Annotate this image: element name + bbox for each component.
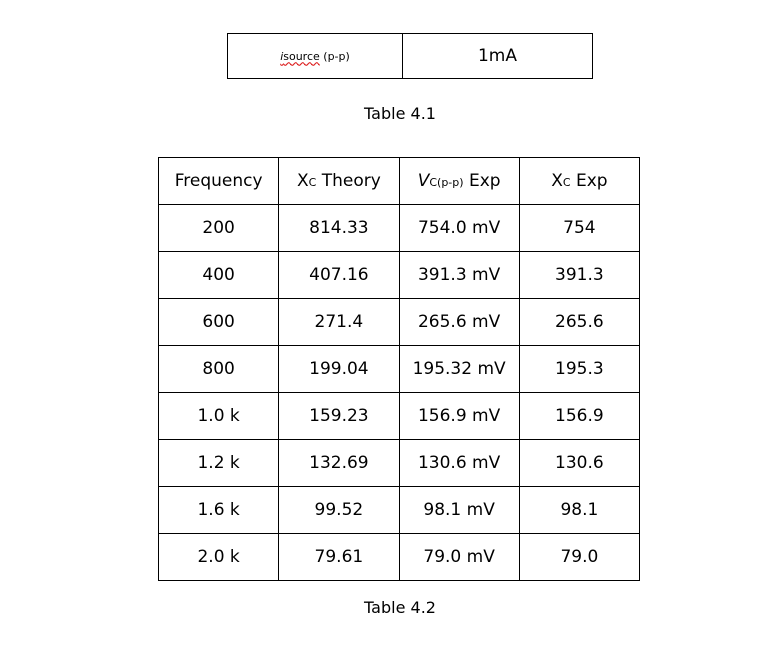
cell-frequency: 200	[159, 205, 279, 252]
source-current-subscript: source	[283, 49, 320, 63]
cell-frequency: 1.2 k	[159, 440, 279, 487]
cell-xc-exp: 156.9	[519, 393, 639, 440]
header-xc-theory-text: Theory	[316, 171, 381, 191]
cell-xc-theory: 407.16	[279, 252, 399, 299]
table-caption-4-2: Table 4.2	[364, 598, 436, 617]
cell-xc-exp: 265.6	[519, 299, 639, 346]
source-current-table	[227, 33, 593, 79]
cell-vc-exp: 130.6 mV	[399, 440, 519, 487]
header-vc-subscript: C(p-p)	[429, 176, 464, 189]
header-frequency: Frequency	[159, 158, 279, 205]
cell-xc-theory: 132.69	[279, 440, 399, 487]
cell-frequency: 800	[159, 346, 279, 393]
header-vc-exp	[399, 158, 519, 205]
cell-xc-exp: 130.6	[519, 440, 639, 487]
reactance-table	[158, 157, 640, 581]
cell-xc-theory: 199.04	[279, 346, 399, 393]
cell-vc-exp: 391.3 mV	[399, 252, 519, 299]
cell-vc-exp: 156.9 mV	[399, 393, 519, 440]
cell-vc-exp: 79.0 mV	[399, 534, 519, 581]
header-xc-exp-text: Exp	[570, 171, 608, 191]
cell-xc-theory: 79.61	[279, 534, 399, 581]
cell-vc-exp: 98.1 mV	[399, 487, 519, 534]
cell-xc-theory: 159.23	[279, 393, 399, 440]
cell-vc-exp: 265.6 mV	[399, 299, 519, 346]
cell-frequency: 1.6 k	[159, 487, 279, 534]
source-current-value: 1mA	[403, 34, 593, 79]
source-current-symbol: i	[280, 49, 284, 63]
cell-xc-exp: 98.1	[519, 487, 639, 534]
cell-vc-exp: 754.0 mV	[399, 205, 519, 252]
header-xc-theory-symbol: X	[296, 171, 309, 191]
cell-xc-exp: 195.3	[519, 346, 639, 393]
table-row	[159, 252, 640, 299]
cell-xc-theory: 271.4	[279, 299, 399, 346]
table-row	[159, 534, 640, 581]
cell-xc-exp: 754	[519, 205, 639, 252]
header-vc-symbol: V	[417, 171, 430, 191]
header-xc-exp-subscript: C	[562, 176, 571, 189]
source-current-pp: (p-p)	[319, 49, 350, 63]
header-xc-exp	[519, 158, 639, 205]
table-row	[159, 393, 640, 440]
cell-vc-exp: 195.32 mV	[399, 346, 519, 393]
header-xc-theory	[279, 158, 399, 205]
cell-frequency: 400	[159, 252, 279, 299]
table-row	[159, 440, 640, 487]
table-header-row	[159, 158, 640, 205]
cell-frequency: 600	[159, 299, 279, 346]
cell-xc-exp: 391.3	[519, 252, 639, 299]
cell-xc-exp: 79.0	[519, 534, 639, 581]
table-row	[159, 299, 640, 346]
source-current-label-cell	[228, 34, 403, 79]
cell-frequency: 2.0 k	[159, 534, 279, 581]
header-vc-text: Exp	[463, 171, 501, 191]
cell-frequency: 1.0 k	[159, 393, 279, 440]
header-xc-theory-subscript: C	[308, 176, 317, 189]
table-row	[228, 34, 593, 79]
header-xc-exp-symbol: X	[551, 171, 563, 191]
table-row	[159, 205, 640, 252]
table-row	[159, 487, 640, 534]
table-row	[159, 346, 640, 393]
table-caption-4-1: Table 4.1	[364, 104, 436, 123]
cell-xc-theory: 814.33	[279, 205, 399, 252]
cell-xc-theory: 99.52	[279, 487, 399, 534]
